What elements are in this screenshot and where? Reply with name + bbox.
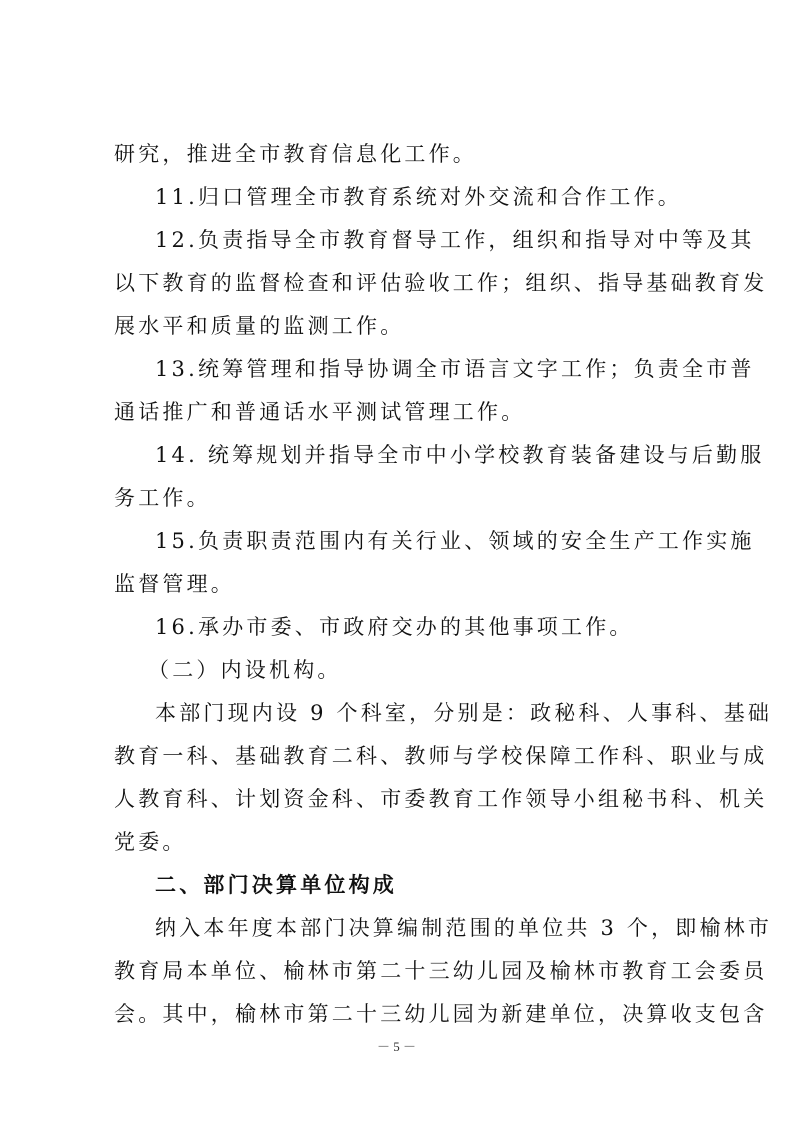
paragraph-line: 通话推广和普通话水平测试管理工作。 — [114, 400, 526, 424]
paragraph-line: 本部门现内设 9 个科室，分别是：政秘科、人事科、基础 — [155, 701, 773, 725]
paragraph-line: 教育局本单位、榆林市第二十三幼儿园及榆林市教育工会委员 — [114, 959, 768, 983]
paragraph-line: 11.归口管理全市教育系统对外交流和合作工作。 — [155, 185, 682, 209]
paragraph-line: 展水平和质量的监测工作。 — [114, 314, 405, 338]
paragraph-line: 纳入本年度本部门决算编制范围的单位共 3 个，即榆林市 — [155, 916, 773, 940]
paragraph-line: 会。其中，榆林市第二十三幼儿园为新建单位，决算收支包含 — [114, 1002, 768, 1026]
paragraph-line: 教育一科、基础教育二科、教师与学校保障工作科、职业与成 — [114, 744, 768, 768]
paragraph-line: 研究，推进全市教育信息化工作。 — [114, 142, 477, 166]
paragraph-line: 监督管理。 — [114, 572, 235, 596]
paragraph-line: 党委。 — [114, 830, 187, 854]
paragraph-line: 16.承办市委、市政府交办的其他事项工作。 — [155, 615, 634, 639]
paragraph-line: 13.统筹管理和指导协调全市语言文字工作；负责全市普 — [155, 357, 755, 381]
paragraph-line: 人教育科、计划资金科、市委教育工作领导小组秘书科、机关 — [114, 787, 768, 811]
paragraph-line: 14. 统筹规划并指导全市中小学校教育装备建设与后勤服 — [155, 443, 765, 467]
sub-heading: （二）内设机构。 — [148, 658, 342, 682]
paragraph-line: 以下教育的监督检查和评估验收工作；组织、指导基础教育发 — [114, 271, 768, 295]
page-number: － 5 － — [376, 1039, 416, 1054]
paragraph-line: 12.负责指导全市教育督导工作，组织和指导对中等及其 — [155, 228, 755, 252]
paragraph-line: 务工作。 — [114, 486, 211, 510]
paragraph-line: 15.负责职责范围内有关行业、领域的安全生产工作实施 — [155, 529, 755, 553]
section-heading: 二、部门决算单位构成 — [155, 873, 397, 897]
